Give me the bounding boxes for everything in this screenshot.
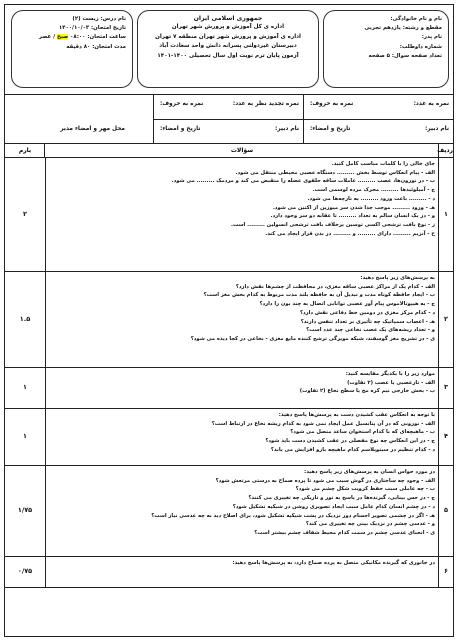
- row-number-cell: [438, 557, 453, 587]
- divider: [154, 119, 303, 120]
- row-number-cell: [438, 272, 453, 367]
- question-item: ب - ماهیچه‌ای که با کدام استخوان ساعد متصل می شود؟: [290, 429, 435, 436]
- question-item: ج - در حس بینایی، گیرنده‌ها در پاسخ به نور و تاریکی چه تغییری می کنند؟: [248, 495, 435, 502]
- question-body: [45, 158, 439, 271]
- exam-time-prefix: ساعت امتحان: ۰۸:۰۰: [70, 34, 126, 41]
- score-header: بارم: [18, 147, 32, 154]
- question-score: ۲: [23, 209, 27, 218]
- question-item: ب - بخش خارجی نیم کره مخ یا سطح نخاع (۲ تفاوت): [299, 388, 435, 395]
- principal-stamp-label: محل مهر و امضاء مدیر: [60, 126, 125, 132]
- school-name: دبیرستان غیردولتی پسرانه دانش واحد سعادت آباد: [159, 43, 297, 50]
- question-item: ج - به هیپوتالاموس پیام آور عصبی توانایی اتصال به چند یون را دارد؟: [259, 301, 435, 308]
- row-header: ردیف: [438, 144, 453, 157]
- exam-title: آزمون پایان ترم نوبت اول سال تحصیلی ۱۴۰۰-۱۴۰۱: [157, 52, 299, 59]
- question-body: [45, 466, 439, 556]
- revision-score-column: [153, 95, 303, 144]
- question-item: د - کدام تنظیم در سیتوپلاسم کدام ماهیچه بازو افزایش می یابد؟: [270, 446, 435, 453]
- question-score: ۱.۵: [19, 314, 31, 323]
- principal-stamp-column: [5, 95, 153, 144]
- question-item: هـ - اعصاب سمپاتیک چه تأثیری بر تعداد تنفس دارند؟: [300, 318, 435, 325]
- question-item: ب - چه عاملی سبب حفظ کرویت شکل چشم می شود؟: [295, 486, 435, 493]
- question-number: ۴: [444, 432, 448, 440]
- question-prompt: جای خالی را با کلمات مناسب کامل کنید.: [331, 161, 435, 167]
- question-item: هـ - ورود ......... موجب جدا شدن سر میوزین از اکتین می شود.: [272, 204, 435, 211]
- score-column: [303, 95, 453, 144]
- question-item: ح - آنزیم ......... دارای ......... و ......... در بدن قرار ایجاد می کند.: [265, 230, 435, 237]
- question-number: ۱: [444, 209, 448, 218]
- score-letters-label: نمره به حروف:: [310, 101, 354, 107]
- questions-header: سؤالات: [44, 144, 439, 157]
- question-number: ۳: [444, 383, 448, 391]
- row-number-cell: [438, 158, 453, 271]
- row-number-cell: [438, 466, 453, 556]
- question-item: ج - آمیلوئیدها ......... محرک مرده لوسمی است.: [312, 187, 435, 194]
- scores-table: [5, 94, 453, 144]
- question-item: ب - در نورون‌ها، عصب ......... عاملات ساقه حلقوی عضله را منقبض می کند و مردمک ......... می شود.: [171, 178, 435, 185]
- exam-time-highlight: صبح: [56, 34, 69, 41]
- country-title: جمهوری اسلامی ایران: [193, 15, 263, 22]
- question-item: الف - کدام یک از مراکز عصبی ساقه مغزی، در محافظت از چشم‌ها نقش دارد؟: [235, 283, 435, 290]
- question-prompt: در مورد حواس انسان به پرسش‌های زیر پاسخ دهید:: [304, 469, 435, 475]
- question-row: [5, 557, 453, 588]
- question-score: ۱/۷۵: [17, 506, 33, 514]
- date-sign-label: تاریخ و امضاء:: [310, 126, 351, 132]
- question-item: و - تعداد ریشه‌های یک عصب نخاعی چند عدد است؟: [306, 327, 435, 334]
- question-number: ۲: [444, 314, 448, 323]
- question-item: ب - ایجاد حافظه کوتاه مدت و تبدیل آن به حافظه بلند مدت مربوط به کدام بخش مغز است؟: [203, 292, 435, 299]
- question-item: د - کدام مرکز مغزی در دومین خط دفاعی نقش دارد؟: [299, 309, 435, 316]
- education-office: اداره ی کل آموزش و پرورش شهر تهران: [171, 24, 285, 31]
- father-name-label: نام پدر:: [421, 34, 442, 41]
- student-name-label: نام و نام خانوادگی:: [390, 16, 442, 22]
- divider: [304, 119, 453, 120]
- exam-time-label: [18, 33, 126, 42]
- exam-header: [5, 5, 453, 93]
- question-number: ۵: [444, 506, 448, 514]
- score-cell: [5, 409, 45, 465]
- question-item: د - در چشم انسان کدام عامل سبب ایجاد تصویری روشن در شبکیه تشکیل شود؟: [232, 503, 435, 510]
- revision-teacher-label: نام دبیر:: [274, 126, 299, 132]
- question-row: [5, 409, 453, 466]
- questions-table: [5, 143, 453, 588]
- exam-info-box: [11, 10, 133, 88]
- question-score: ۱: [23, 383, 27, 391]
- question-item: و - در یک انسان سالم به تعداد ......... تا عقابه دو سر وجود دارد.: [270, 213, 435, 220]
- question-body: [45, 557, 439, 587]
- question-score: ۰/۷۵: [17, 567, 33, 575]
- score-number-label: نمره به عدد:: [413, 101, 449, 107]
- exam-date-label: تاریخ امتحان: ۱۴۰۰/۱۰/۰۳: [58, 25, 126, 32]
- revision-score-label: نمره تجدید نظر به عدد:: [232, 101, 299, 107]
- question-item: ز - نوع بافت ترشحی اکسی توسین برخلاف بافت ترشحی انسولین ......... است.: [230, 221, 435, 228]
- grade-label: مقطع و رشته: یازدهم تجربی: [364, 25, 442, 32]
- question-item: الف - پیام انعکاس توسط بخش ......... دستگاه عصبی محیطی منتقل می شود.: [235, 169, 435, 176]
- question-item: و - عدسی چشم در نزدیک بینی چه تغییری می کند؟: [305, 521, 435, 528]
- question-row: [5, 466, 453, 557]
- school-info-box: [137, 10, 319, 88]
- question-item: ی - در تشریح مغز گوسفند، شبکه مویرگی ترشح کننده مایع مغزی - نخاعی در کجا دیده می شود؟: [190, 335, 435, 342]
- question-row: [5, 368, 453, 409]
- question-body: [45, 409, 439, 465]
- question-item: الف - تارعصبی یا عصب (۲ تفاوت): [347, 379, 435, 386]
- subject-label: نام درس: زیست (۲): [72, 16, 126, 22]
- teacher-name-label: نام دبیر:: [424, 126, 449, 132]
- score-cell: [5, 557, 45, 587]
- student-info-box: [323, 10, 449, 88]
- question-item: الف - نورونی که در آن پتانسیل عمل ایجاد نمی شود به کدام ریشه نخاع در ارتباط است؟: [211, 420, 435, 427]
- question-rows: [5, 158, 453, 588]
- score-cell: [5, 158, 45, 271]
- questions-header-row: [5, 143, 453, 158]
- score-cell: [5, 368, 45, 408]
- question-item: الف - وجود چه ساختاری در گوش سبب می شود تا پرده صماخ به درستی مرتعش شود؟: [215, 477, 435, 484]
- question-prompt: موارد زیر را با یکدیگر مقایسه کنید:: [345, 371, 435, 377]
- question-body: [45, 368, 439, 408]
- question-item: ج - در این انعکاس چه نوع مفصلی در عقب کشیدن دست باید شود؟: [265, 438, 435, 445]
- revision-date-label: تاریخ و امضاء:: [160, 126, 201, 132]
- question-item: ی - انحنای عدسی چشم در سمت کدام محیط شفاف چشم بیشتر است؟: [254, 529, 435, 536]
- exam-frame: [4, 4, 454, 637]
- question-item: هـ - اگر در چشمی تصویر اجسام دور نزدیک در پشت شبکیه تشکیل شود، برای اصلاح دید به چه عدسی نیاز است؟: [151, 512, 435, 519]
- exam-duration-label: مدت امتحان: ۸۰ دقیقه: [66, 43, 126, 50]
- question-prompt: با توجه به انعکاس عقب کشیدن دست به پرسش‌ها پاسخ دهید:: [278, 412, 435, 418]
- question-body: [45, 272, 439, 367]
- district-office: اداره ی آموزش و پرورش شهر تهران منطقه ۷ تهران: [155, 33, 301, 40]
- question-number: ۶: [444, 567, 448, 575]
- row-number-cell: [438, 409, 453, 465]
- question-prompt: به پرسش‌های زیر پاسخ دهید:: [360, 275, 435, 281]
- question-item: د - ......... باعث ورود ......... به تارچه‌ها می شود.: [307, 195, 435, 202]
- score-cell: [5, 466, 45, 556]
- candidate-number-label: شماره داوطلب:: [399, 43, 442, 50]
- question-row: [5, 158, 453, 272]
- score-cell: [5, 272, 45, 367]
- revision-letters-label: نمره به حروف:: [160, 101, 204, 107]
- row-number-cell: [438, 368, 453, 408]
- question-score: ۱: [23, 432, 27, 440]
- question-row: [5, 272, 453, 368]
- question-prompt: در جانوری که گیرنده مکانیکی متصل به پرده صماخ دارد، به پرسش‌ها پاسخ دهید:: [232, 560, 435, 566]
- page-count-label: تعداد صفحه سوال: ۵ صفحه: [368, 52, 442, 59]
- exam-time-suffix: / عصر: [38, 34, 56, 41]
